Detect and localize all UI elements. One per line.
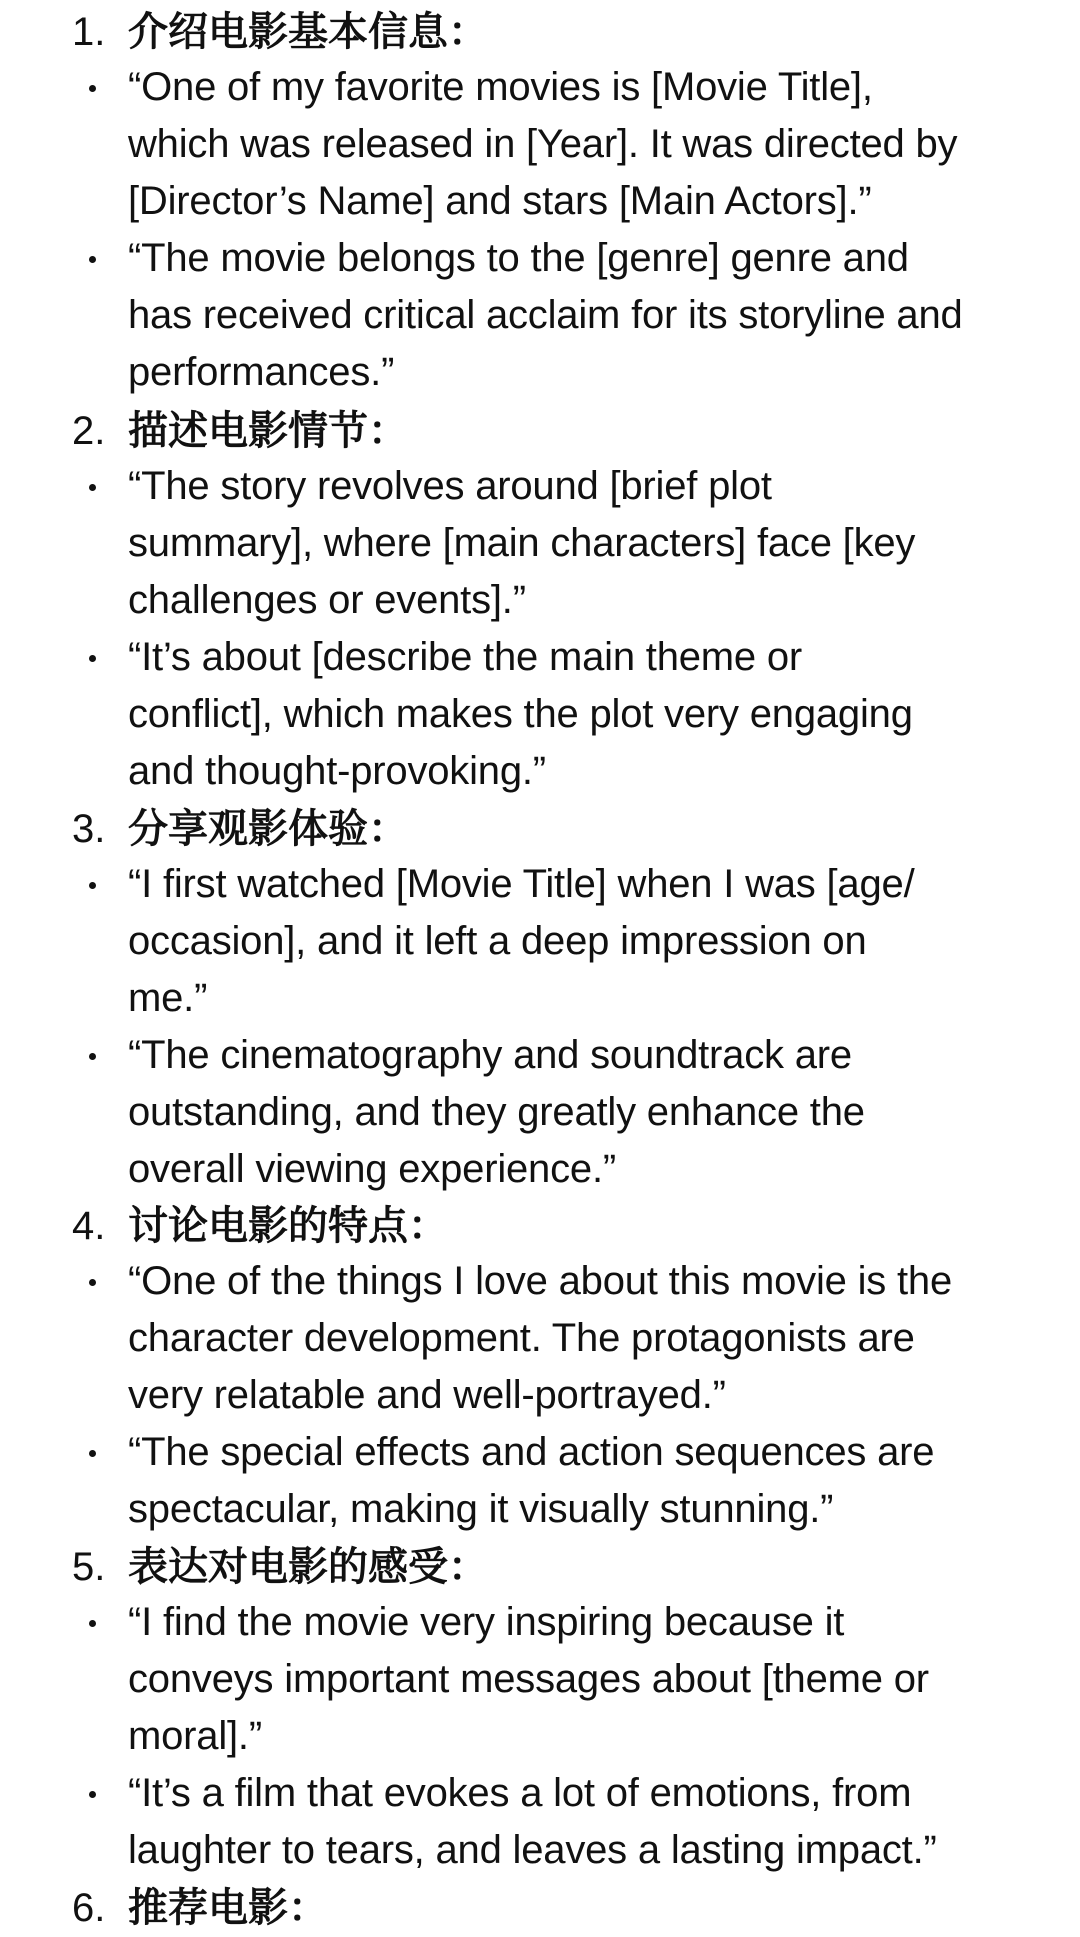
text-line: “The cinematography and soundtrack are (128, 1033, 852, 1077)
bullet-icon (89, 1053, 96, 1060)
text-line: “The special effects and action sequences are (128, 1430, 935, 1474)
bullet-text (128, 1594, 1074, 1765)
section-heading (0, 1196, 1080, 1253)
section-1 (0, 2, 1080, 401)
text-line: performances.” (128, 350, 395, 394)
bullet-icon (89, 1620, 96, 1627)
bullet-text (128, 629, 1074, 800)
section-title: 推荐电影： (128, 1886, 328, 1930)
section-title: 分享观影体验： (128, 807, 408, 851)
list-item (0, 629, 1080, 800)
text-line: summary], where [main characters] face [key (128, 521, 916, 565)
section-heading (0, 1537, 1080, 1594)
text-line: spectacular, making it visually stunning.” (128, 1487, 834, 1531)
section-heading (0, 799, 1080, 856)
section-2 (0, 401, 1080, 800)
bullet-icon (89, 1791, 96, 1798)
text-line: “I first watched [Movie Title] when I was [age/ (128, 862, 915, 906)
text-line: very relatable and well-portrayed.” (128, 1373, 726, 1417)
section-heading (0, 401, 1080, 458)
section-5 (0, 1537, 1080, 1879)
text-line: “I find the movie very inspiring because it (128, 1600, 845, 1644)
section-number: 1. (72, 10, 106, 54)
bullet-text (128, 856, 1074, 1027)
bullet-icon (89, 256, 96, 263)
text-line: me.” (128, 976, 208, 1020)
section-title: 描述电影情节： (128, 409, 408, 453)
text-line: and thought-provoking.” (128, 749, 546, 793)
text-line: [Director’s Name] and stars [Main Actors].” (128, 179, 872, 223)
text-line: “It’s a film that evokes a lot of emotions, from (128, 1771, 912, 1815)
text-line: “The movie belongs to the [genre] genre and (128, 236, 909, 280)
list-item (0, 458, 1080, 629)
bullet-text (128, 1253, 1074, 1424)
section-title: 介绍电影基本信息： (128, 10, 488, 54)
list-item (0, 1765, 1080, 1879)
text-line: conveys important messages about [theme or (128, 1657, 929, 1701)
text-line: “It’s about [describe the main theme or (128, 635, 803, 679)
section-title: 表达对电影的感受： (128, 1545, 488, 1589)
section-number: 4. (72, 1204, 106, 1248)
bullet-text (128, 59, 1074, 230)
text-line: outstanding, and they greatly enhance the (128, 1090, 865, 1134)
list-item (0, 59, 1080, 230)
list-item (0, 1027, 1080, 1198)
section-3 (0, 799, 1080, 1198)
list-item (0, 230, 1080, 401)
section-number: 6. (72, 1886, 106, 1930)
text-line: challenges or events].” (128, 578, 526, 622)
bullet-text (128, 1424, 1074, 1538)
bullet-icon (89, 1450, 96, 1457)
bullet-text (128, 458, 1074, 629)
list-item (0, 1594, 1080, 1765)
list-item (0, 1253, 1080, 1424)
list-item (0, 1424, 1080, 1538)
section-number: 2. (72, 409, 106, 453)
bullet-icon (89, 85, 96, 92)
section-title: 讨论电影的特点： (128, 1204, 448, 1248)
text-line: “One of my favorite movies is [Movie Title], (128, 65, 873, 109)
bullet-text (128, 230, 1074, 401)
section-number: 3. (72, 807, 106, 851)
text-line: moral].” (128, 1714, 262, 1758)
text-line: “The story revolves around [brief plot (128, 464, 772, 508)
text-line: conflict], which makes the plot very engaging (128, 692, 913, 736)
bullet-icon (89, 882, 96, 889)
section-4 (0, 1196, 1080, 1538)
text-line: overall viewing experience.” (128, 1147, 616, 1191)
bullet-icon (89, 484, 96, 491)
bullet-icon (89, 1279, 96, 1286)
text-line: has received critical acclaim for its storyline and (128, 293, 963, 337)
bullet-icon (89, 655, 96, 662)
text-line: occasion], and it left a deep impression on (128, 919, 867, 963)
text-line: laughter to tears, and leaves a lasting impact.” (128, 1828, 937, 1872)
section-number: 5. (72, 1545, 106, 1589)
text-line: which was released in [Year]. It was directed by (128, 122, 958, 166)
list-item (0, 856, 1080, 1027)
text-line: “One of the things I love about this movie is the (128, 1259, 952, 1303)
section-heading (0, 2, 1080, 59)
bullet-text (128, 1765, 1074, 1879)
section-6-cutoff (0, 1880, 1080, 1930)
text-line: character development. The protagonists are (128, 1316, 915, 1360)
bullet-text (128, 1027, 1074, 1198)
